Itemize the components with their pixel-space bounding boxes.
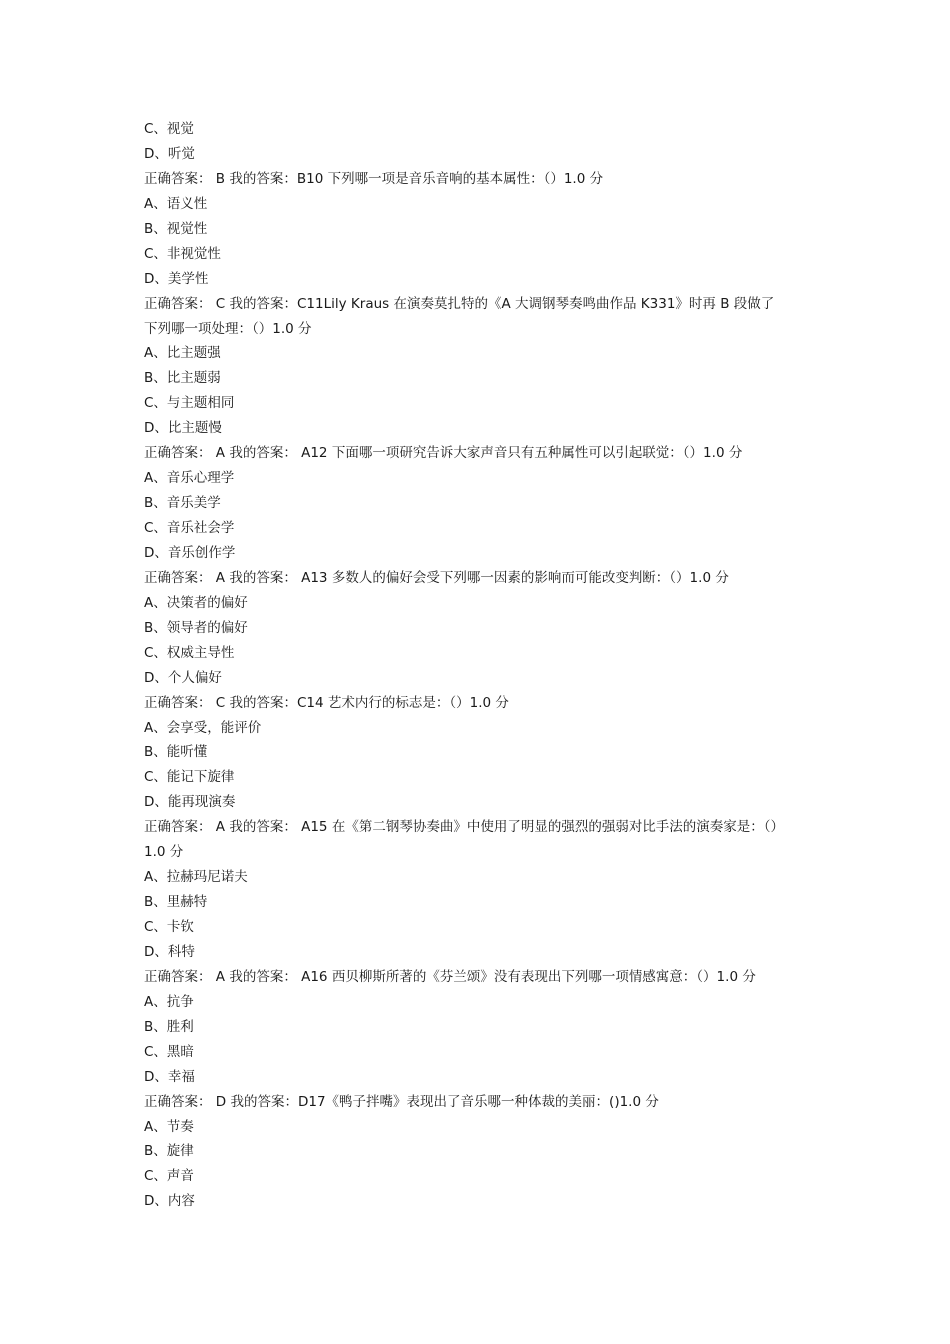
option-line: D、能再现演奏: [144, 794, 236, 811]
option-line: D、个人偏好: [144, 669, 222, 686]
answer-question-line: 正确答案： A 我的答案： A15 在《第二钢琴协奏曲》中使用了明显的强烈的强弱对比手法的演奏家是：（）: [144, 819, 785, 836]
option-line: B、音乐美学: [144, 495, 221, 512]
option-line: D、内容: [144, 1193, 195, 1210]
option-line: D、比主题慢: [144, 420, 222, 437]
option-line: C、黑暗: [144, 1043, 194, 1060]
option-line: D、科特: [144, 943, 195, 960]
answer-question-line: 正确答案： B 我的答案：B10 下列哪一项是音乐音响的基本属性：（）1.0 分: [144, 170, 604, 187]
option-line: C、能记下旋律: [144, 769, 235, 786]
option-line: C、非视觉性: [144, 245, 221, 262]
option-line: A、节奏: [144, 1118, 194, 1135]
option-line: B、视觉性: [144, 220, 208, 237]
option-line: C、视觉: [144, 121, 194, 137]
option-line: A、音乐心理学: [144, 470, 235, 487]
option-line: C、与主题相同: [144, 395, 235, 412]
option-line: C、音乐社会学: [144, 520, 235, 536]
option-line: B、旋律: [144, 1143, 194, 1160]
option-line: D、美学性: [144, 270, 209, 287]
option-line: D、幸福: [144, 1068, 195, 1085]
option-line: B、领导者的偏好: [144, 619, 248, 636]
option-line: A、语义性: [144, 195, 208, 212]
document-text-block: [144, 117, 814, 1214]
option-line: C、权威主导性: [144, 644, 235, 661]
answer-question-line: 正确答案： D 我的答案：D17《鸭子拌嘴》表现出了音乐哪一种体裁的美丽：()1.0 分: [144, 1093, 659, 1110]
option-line: A、会享受，能评价: [144, 719, 262, 736]
answer-question-line: 正确答案： C 我的答案：C14 艺术内行的标志是：（）1.0 分: [144, 694, 509, 711]
option-line: D、听觉: [144, 145, 195, 162]
question-continuation-line: 1.0 分: [144, 844, 184, 861]
question-continuation-line: 下列哪一项处理：（）1.0 分: [144, 320, 312, 337]
option-line: C、声音: [144, 1168, 194, 1185]
answer-question-line: 正确答案： A 我的答案： A12 下面哪一项研究告诉大家声音只有五种属性可以引起联觉：（）1.0 分: [144, 445, 743, 462]
answer-question-line: 正确答案： A 我的答案： A16 西贝柳斯所著的《芬兰颂》没有表现出下列哪一项情感寓意：（）1.0 分: [144, 968, 756, 985]
answer-question-line: 正确答案： C 我的答案：C11Lily Kraus 在演奏莫扎特的《A 大调钢琴奏鸣曲作品 K331》时再 B 段做了: [144, 295, 775, 312]
option-line: B、里赫特: [144, 894, 208, 911]
option-line: A、抗争: [144, 993, 194, 1010]
option-line: C、卡钦: [144, 919, 194, 935]
option-line: A、比主题强: [144, 345, 221, 362]
option-line: B、比主题弱: [144, 370, 221, 387]
option-line: A、决策者的偏好: [144, 594, 248, 611]
option-line: B、能听懂: [144, 744, 208, 761]
option-line: B、胜利: [144, 1018, 194, 1035]
option-line: D、音乐创作学: [144, 544, 236, 561]
answer-question-line: 正确答案： A 我的答案： A13 多数人的偏好会受下列哪一因素的影响而可能改变判断：（）1.0 分: [144, 569, 729, 586]
option-line: A、拉赫玛尼诺夫: [144, 869, 248, 886]
